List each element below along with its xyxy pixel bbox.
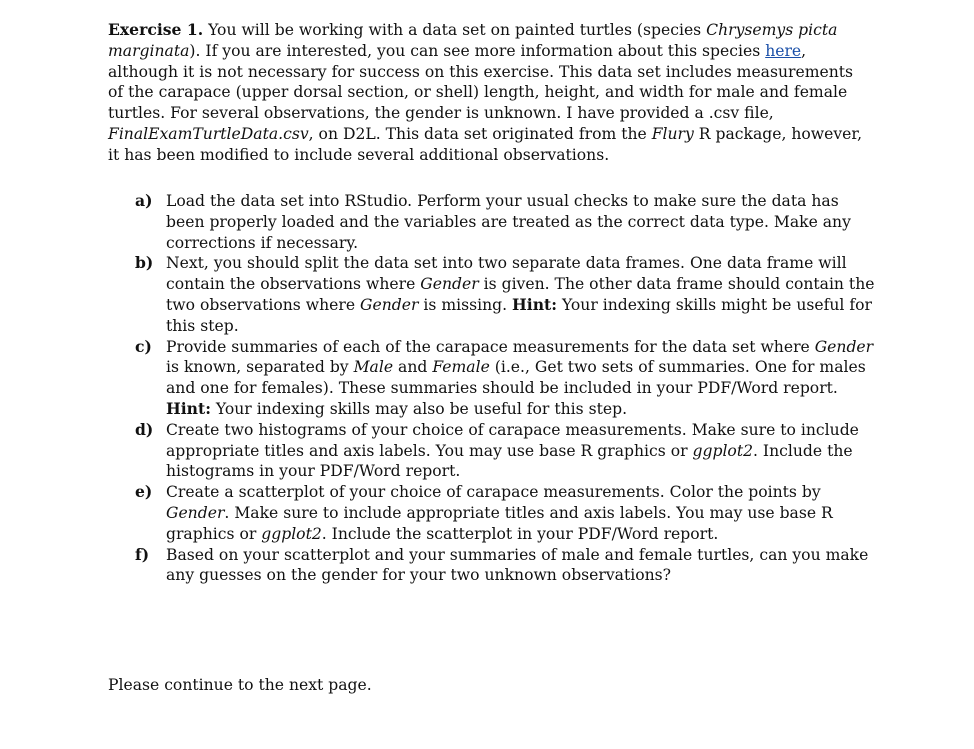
intro-text: , on D2L. This data set originated from the: [308, 124, 652, 143]
task-item-b: [135, 253, 875, 336]
task-text: is known, separated by: [166, 358, 354, 377]
task-label: f): [135, 544, 150, 564]
task-label: b): [135, 253, 154, 273]
task-text: Provide summaries of each of the carapace measurements for the data set where: [166, 337, 815, 356]
task-text: (i.e., Get two sets of summaries. One for males and one for females). These summaries should be included in your PDF/Word report.: [166, 358, 866, 398]
package-name: Flury: [651, 124, 694, 143]
exercise-heading: Exercise 1.: [108, 20, 204, 39]
package-name: ggplot2: [692, 441, 754, 460]
task-item-a: [135, 191, 875, 253]
task-item-d: [135, 420, 875, 482]
intro-text: , although it is not necessary for success on this exercise. This data set includes measurements of the carapace (upper dorsal section, or shell) length, height, and width for male and female turtles. For several observations, the gender is unknown. I have provided a .csv file,: [108, 41, 854, 123]
task-list: [135, 191, 875, 586]
species-info-link[interactable]: here: [765, 41, 802, 60]
task-label: e): [135, 482, 153, 502]
task-text: is missing.: [418, 295, 513, 314]
task-text: . Make sure to include appropriate titles and axis labels. You may use base R graphics or: [166, 503, 833, 543]
variable-name: Gender: [814, 337, 874, 356]
task-text: Create a scatterplot of your choice of carapace measurements. Color the points by: [166, 483, 821, 502]
task-text: Load the data set into RStudio. Perform your usual checks to make sure the data has been properly loaded and the variables are treated as the correct data type. Make any corrections if necessary.: [166, 192, 851, 252]
task-item-e: [135, 482, 875, 544]
intro-text: R package, however, it has been modified to include several additional observations.: [108, 124, 863, 164]
task-text: . Include the histograms in your PDF/Word report.: [166, 441, 853, 481]
intro-text: ). If you are interested, you can see more information about this species: [189, 41, 766, 60]
hint-label: Hint:: [166, 398, 211, 418]
task-text: Your indexing skills may also be useful for this step.: [210, 399, 628, 418]
data-file-name: FinalExamTurtleData.csv: [108, 124, 309, 143]
task-label: d): [135, 419, 154, 439]
variable-name: Gender: [420, 275, 479, 294]
task-text: and: [393, 358, 433, 377]
species-name: Chrysemys picta marginata: [108, 21, 838, 60]
variable-name: Gender: [360, 295, 419, 314]
task-item-f: [135, 545, 875, 587]
task-text: Based on your scatterplot and your summaries of male and female turtles, can you make any guesses on the gender for your two unknown observations?: [166, 545, 869, 585]
task-item-c: [135, 337, 875, 420]
task-text: Your indexing skills might be useful for this step.: [166, 295, 872, 335]
hint-label: Hint:: [512, 294, 558, 314]
continue-note: Please continue to the next page.: [108, 676, 372, 694]
category-name: Male: [353, 358, 394, 377]
task-text: Create two histograms of your choice of carapace measurements. Make sure to include appropriate titles and axis labels. You may use base R graphics or: [166, 420, 859, 460]
intro-text: You will be working with a data set on painted turtles (species: [203, 21, 707, 39]
category-name: Female: [432, 358, 490, 377]
task-label: a): [135, 191, 153, 210]
variable-name: Gender: [166, 503, 225, 522]
task-text: . Include the scatterplot in your PDF/Word report.: [321, 524, 719, 543]
package-name: ggplot2: [261, 524, 322, 543]
task-text: Next, you should split the data set into two separate data frames. One data frame will contain the observations where: [166, 254, 847, 294]
task-label: c): [135, 336, 152, 356]
task-text: is given. The other data frame should contain the two observations where: [166, 275, 875, 314]
exercise-intro-paragraph: [108, 20, 866, 166]
